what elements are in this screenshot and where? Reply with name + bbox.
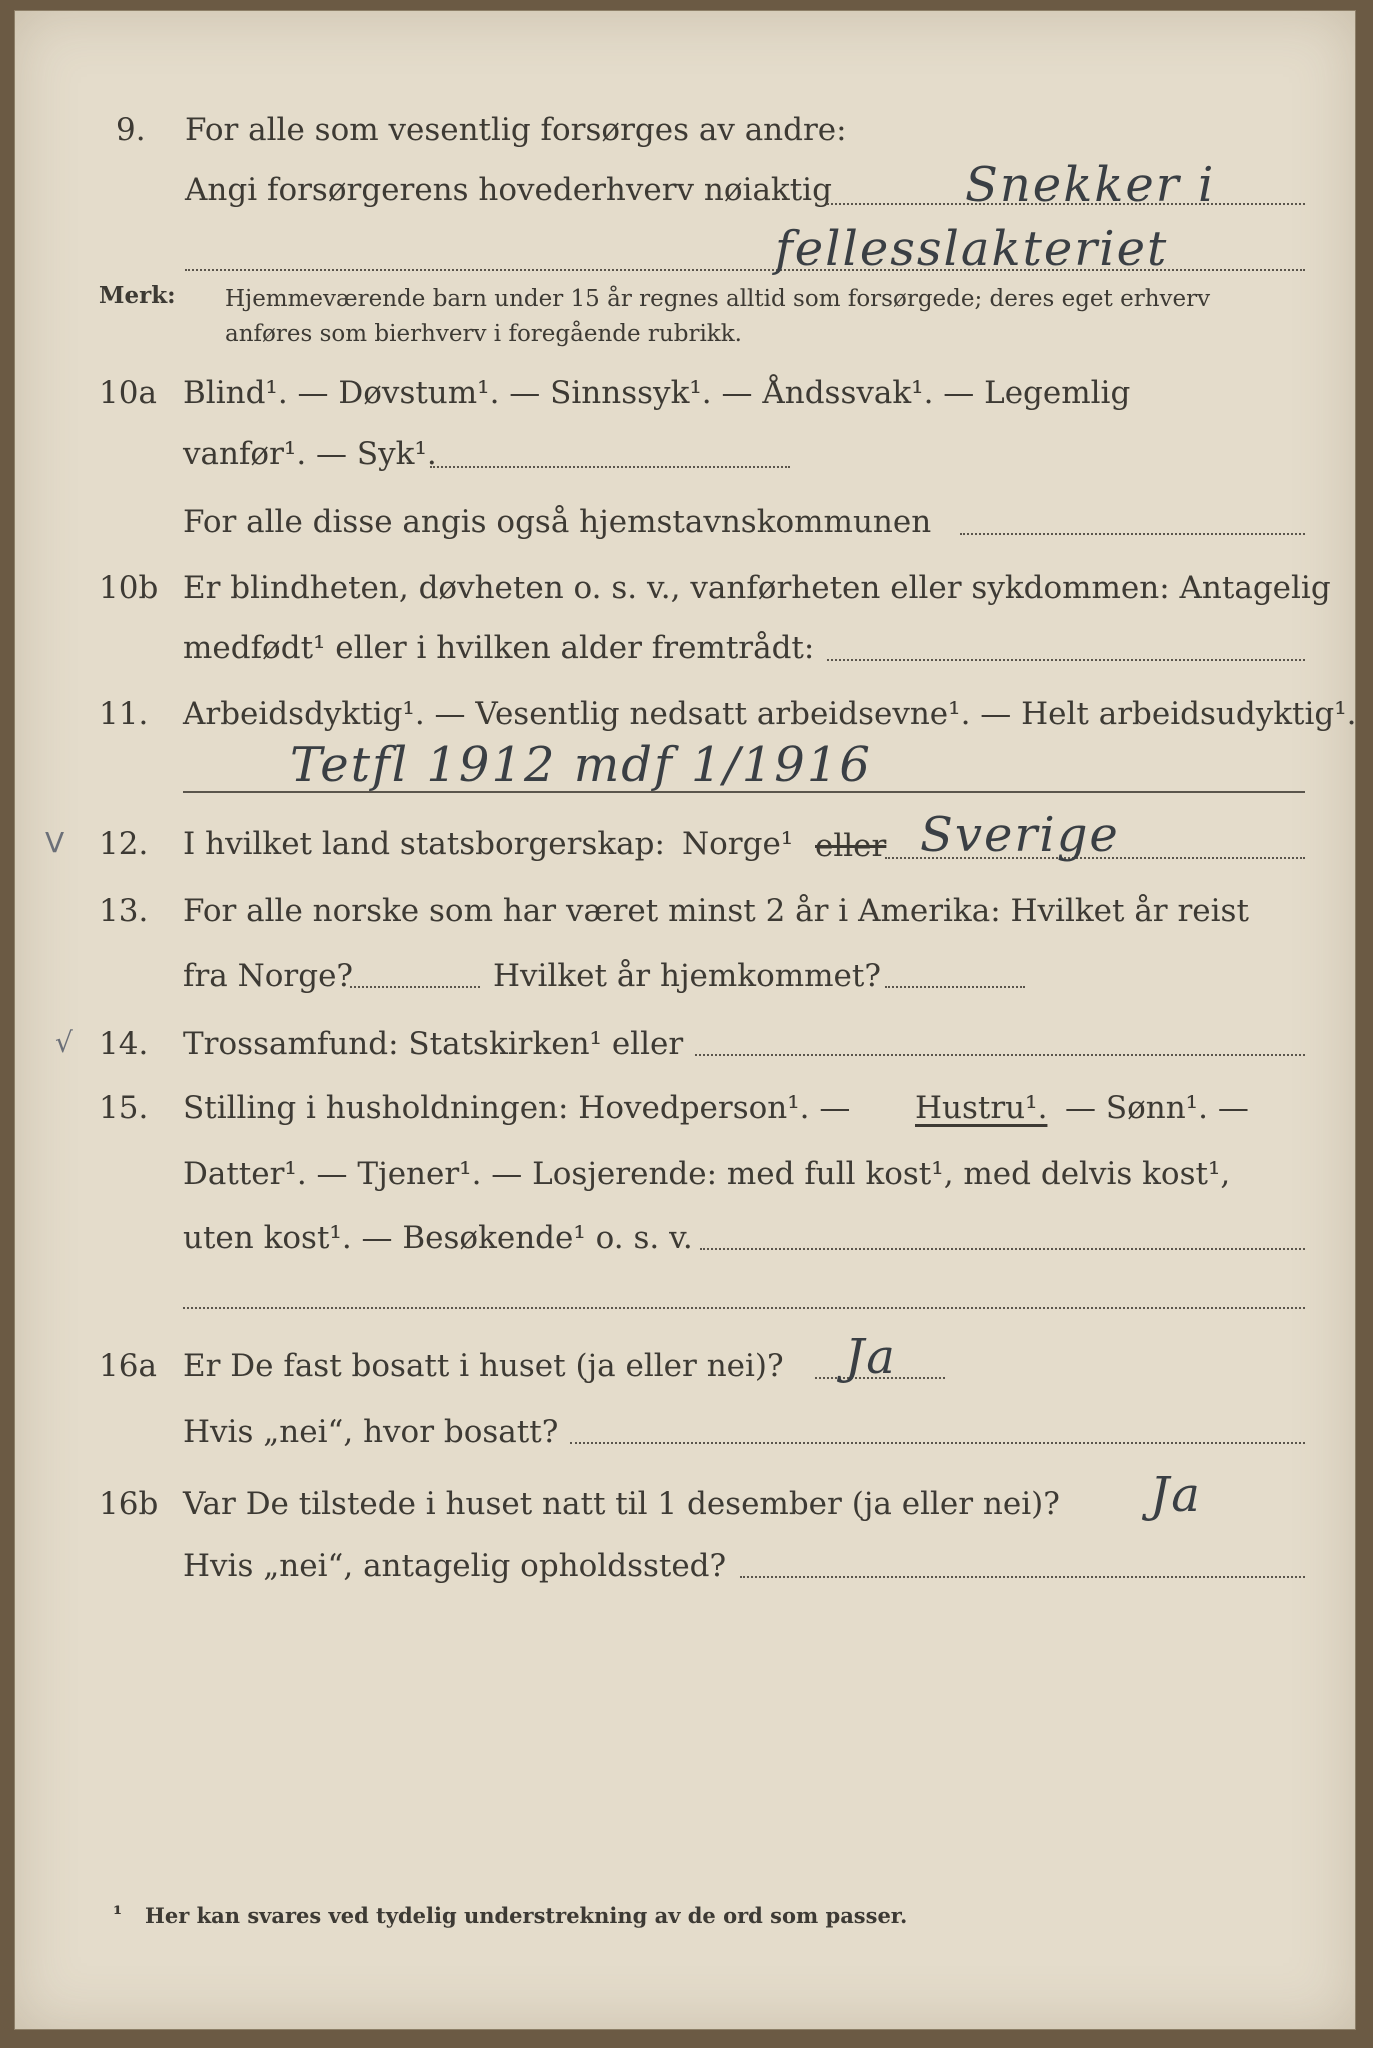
q11-handwritten-answer: Tetfl 1912 mdf 1/1916	[290, 737, 872, 793]
merk-line1: Hjemmeværende barn under 15 år regnes alltid som forsørgede; deres eget erhverv	[225, 286, 1211, 312]
q10a-line2: vanfør¹. — Syk¹.	[183, 436, 437, 472]
q13-line1: For alle norske som har været minst 2 år i Amerika: Hvilket år reist	[183, 893, 1249, 929]
q10b-number: 10b	[99, 570, 159, 606]
q14-check-mark: √	[55, 1026, 73, 1059]
q15-answer-line2[interactable]	[183, 1307, 1305, 1309]
q12-text: I hvilket land statsborgerskap:	[183, 826, 665, 862]
q15-line2: Datter¹. — Tjener¹. — Losjerende: med full kost¹, med delvis kost¹,	[183, 1156, 1231, 1192]
footnote-text: Her kan svares ved tydelig understrekning av de ord som passer.	[145, 1903, 908, 1928]
q14-text: Trossamfund: Statskirken¹ eller	[183, 1026, 684, 1062]
q10a-answer-line[interactable]	[430, 466, 790, 468]
merk-line2: anføres som bierhverv i foregående rubrikk.	[225, 321, 742, 347]
q15-line1b: — Sønn¹. —	[1065, 1090, 1249, 1126]
q14-answer-line[interactable]	[695, 1054, 1305, 1056]
q12-check-mark: V	[45, 826, 65, 859]
q16a-handwritten-answer: Ja	[845, 1329, 897, 1385]
q12-number: 12.	[99, 826, 149, 862]
q9-handwritten-answer2: fellesslakteriet	[775, 221, 1169, 277]
q10b-line2: medfødt¹ eller i hvilken alder fremtrådt:	[183, 630, 815, 666]
q16b-handwritten-answer: Ja	[1150, 1467, 1202, 1523]
q10a-hjemstavn-line[interactable]	[960, 533, 1305, 535]
q11-number: 11.	[99, 696, 149, 732]
q16a-number: 16a	[99, 1348, 157, 1384]
q10a-line3: For alle disse angis også hjemstavnskommunen	[183, 504, 932, 540]
q15-number: 15.	[99, 1090, 149, 1126]
q16a-line2: Hvis „nei“, hvor bosatt?	[183, 1414, 559, 1450]
q11-answer-line[interactable]	[183, 791, 1305, 793]
q16a-line1: Er De fast bosatt i huset (ja eller nei)?	[183, 1348, 784, 1384]
q16b-opholdssted-line[interactable]	[740, 1576, 1305, 1578]
q10a-line1: Blind¹. — Døvstum¹. — Sinnssyk¹. — Åndssvak¹. — Legemlig	[183, 375, 1131, 411]
q12-norge: Norge¹	[682, 826, 794, 862]
footnote-mark: ¹	[113, 1901, 123, 1926]
q9-line1: For alle som vesentlig forsørges av andre:	[185, 112, 847, 148]
q12-eller-struck: eller	[815, 828, 887, 864]
q13-reist-line[interactable]	[350, 986, 480, 988]
q13-number: 13.	[99, 893, 149, 929]
q10b-line1: Er blindheten, døvheten o. s. v., vanførheten eller sykdommen: Antagelig	[183, 570, 1331, 606]
q10b-answer-line[interactable]	[827, 659, 1305, 661]
q15-answer-line1[interactable]	[700, 1248, 1305, 1250]
q16b-line1: Var De tilstede i huset natt til 1 desember (ja eller nei)?	[183, 1486, 1060, 1522]
q15-hustru-underlined: Hustru¹.	[915, 1090, 1048, 1126]
q13-hjemkommet-line[interactable]	[885, 986, 1025, 988]
q15-line3: uten kost¹. — Besøkende¹ o. s. v.	[183, 1220, 693, 1256]
merk-label: Merk:	[99, 282, 176, 309]
q16b-line2: Hvis „nei“, antagelig opholdssted?	[183, 1548, 727, 1584]
q11-line1: Arbeidsdyktig¹. — Vesentlig nedsatt arbeidsevne¹. — Helt arbeidsudyktig¹.	[183, 696, 1357, 732]
q10a-number: 10a	[99, 375, 157, 411]
q14-number: 14.	[99, 1026, 149, 1062]
q16b-number: 16b	[99, 1486, 159, 1522]
q13-line2b: Hvilket år hjemkommet?	[493, 958, 881, 994]
q9-handwritten-answer1: Snekker i	[965, 157, 1216, 213]
census-form-page	[14, 10, 1356, 2030]
q13-line2a: fra Norge?	[183, 958, 354, 994]
q9-line2: Angi forsørgerens hovederhverv nøiaktig	[185, 172, 832, 208]
q15-line1a: Stilling i husholdningen: Hovedperson¹. —	[183, 1090, 851, 1126]
q12-handwritten-answer: Sverige	[920, 807, 1120, 863]
q16a-bosatt-line[interactable]	[570, 1442, 1305, 1444]
q9-number: 9.	[116, 112, 146, 148]
